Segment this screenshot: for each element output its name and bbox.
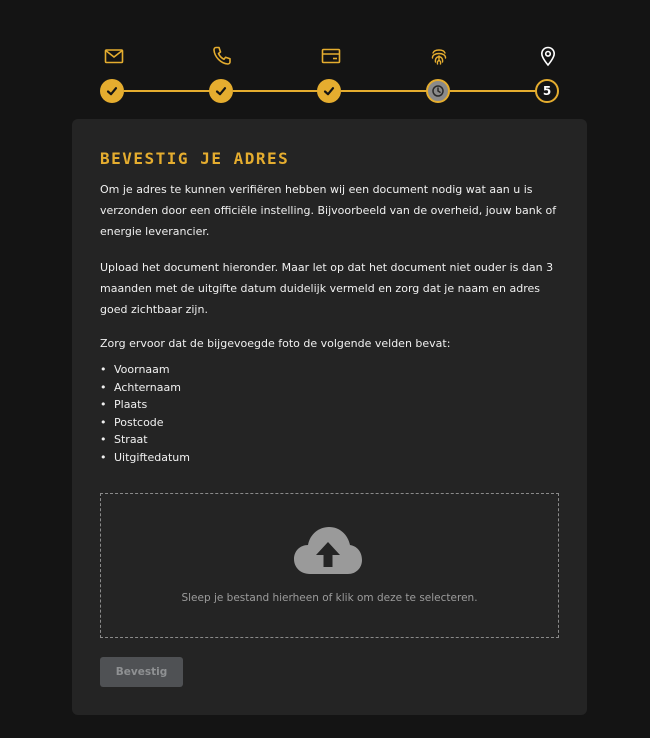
phone-icon [211, 45, 233, 67]
stepper-line [124, 90, 210, 92]
clock-icon [431, 84, 445, 98]
address-verification-card [72, 119, 587, 715]
list-item: • Voornaam [100, 361, 190, 379]
cloud-upload-icon [292, 524, 364, 582]
step-1-complete [100, 79, 124, 103]
stepper-line [341, 90, 427, 92]
checkmark-icon [105, 84, 119, 98]
required-fields-list [100, 361, 190, 467]
card-icon [320, 45, 342, 67]
fingerprint-icon [428, 45, 450, 67]
list-item: • Plaats [100, 396, 190, 414]
upload-instructions: Upload het document hieronder. Maar let op dat het document niet ouder is dan 3 maanden met de uitgifte datum duidelijk vermeld en zorg dat je naam en adres goed zichtbaar zijn. [100, 261, 554, 316]
checkmark-icon [214, 84, 228, 98]
list-item: • Straat [100, 431, 190, 449]
list-item: • Uitgiftedatum [100, 449, 190, 467]
stepper-line [450, 90, 536, 92]
list-item: • Postcode [100, 414, 190, 432]
fields-intro: Zorg ervoor dat de bijgevoegde foto de volgende velden bevat: [100, 337, 451, 350]
file-dropzone[interactable] [100, 493, 559, 638]
intro-paragraph: Om je adres te kunnen verifiëren hebben wij een document nodig wat aan u is verzonden door een officiële instelling. Bijvoorbeeld van de overheid, jouw bank of energie leverancier. [100, 183, 557, 238]
checkmark-icon [322, 84, 336, 98]
step-2-complete [209, 79, 233, 103]
progress-stepper [0, 0, 650, 110]
confirm-button[interactable]: Bevestig [100, 657, 183, 687]
mail-icon [103, 45, 125, 67]
list-item: • Achternaam [100, 379, 190, 397]
stepper-line [233, 90, 319, 92]
step-4-pending [426, 79, 450, 103]
step-3-complete [317, 79, 341, 103]
location-pin-icon [537, 45, 559, 67]
dropzone-hint: Sleep je bestand hierheen of klik om deze te selecteren. [181, 592, 478, 604]
step-5-current: 5 [535, 79, 559, 103]
page-title: BEVESTIG JE ADRES [100, 149, 290, 168]
